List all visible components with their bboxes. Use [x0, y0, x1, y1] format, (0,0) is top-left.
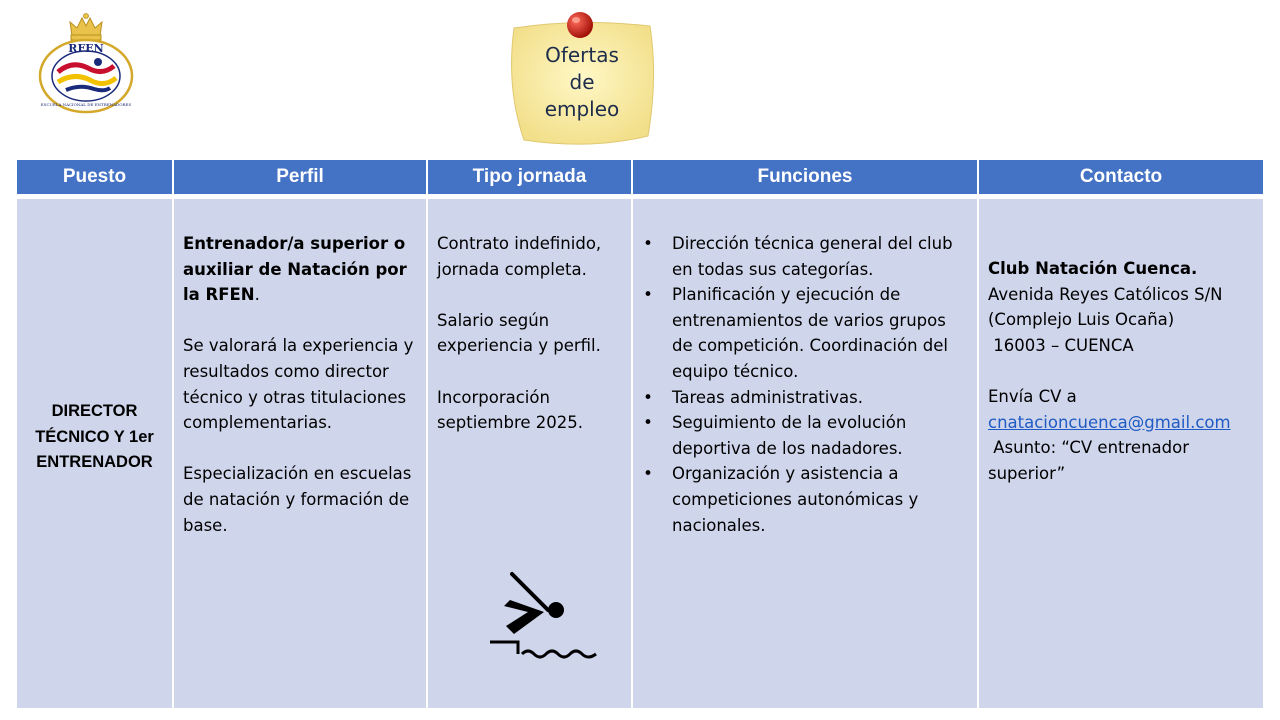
contacto-envia: Envía CV a: [988, 386, 1077, 406]
cell-perfil: [174, 199, 426, 708]
note-line-3: empleo: [544, 97, 620, 121]
puesto-line-3: ENTRENADOR: [36, 453, 153, 472]
cell-puesto: [17, 199, 172, 708]
contacto-club: Club Natación Cuenca.: [988, 259, 1198, 278]
list-item: • Organización y asistencia a competiciones autonómicas y nacionales.: [643, 464, 919, 535]
list-item: • Tareas administrativas.: [643, 387, 863, 407]
contacto-email-link[interactable]: cnatacioncuenca@gmail.com: [988, 412, 1231, 432]
contacto-address-2: (Complejo Luis Ocaña): [988, 310, 1175, 330]
funcion-text: Dirección técnica general del club en todas sus categorías.: [672, 234, 953, 279]
perfil-especializacion: Especialización en escuelas de natación y formación de base.: [183, 464, 412, 535]
jornada-incorporacion: Incorporación septiembre 2025.: [437, 387, 584, 433]
contacto-address-1: Avenida Reyes Católicos S/N: [988, 284, 1223, 304]
header-contacto: Contacto: [979, 160, 1263, 194]
rfen-logo: [36, 10, 136, 114]
ofertas-note: [500, 8, 660, 150]
puesto-line-1: DIRECTOR: [51, 402, 138, 420]
funcion-text: Planificación y ejecución de entrenamientos de varios grupos de competición. Coordinación del equipo técnico.: [672, 285, 948, 381]
note-line-1: Ofertas: [545, 43, 619, 67]
cell-funciones: [633, 199, 977, 708]
header-funciones: Funciones: [633, 160, 977, 194]
note-line-2: de: [569, 70, 595, 94]
crown-icon: [70, 14, 102, 41]
funcion-text: Organización y asistencia a competiciones autonómicas y nacionales.: [672, 464, 919, 535]
header-puesto: Puesto: [17, 160, 172, 194]
list-item: • Dirección técnica general del club en todas sus categorías.: [643, 234, 953, 279]
puesto-line-2: TÉCNICO Y 1er: [35, 427, 154, 446]
funcion-text: Tareas administrativas.: [672, 387, 863, 407]
header-perfil: Perfil: [174, 160, 426, 194]
perfil-titulacion-suffix: .: [254, 285, 260, 305]
cell-contacto: [979, 199, 1263, 708]
funciones-list: [641, 231, 968, 538]
list-item: • Planificación y ejecución de entrenamientos de varios grupos de competición. Coordinación del equipo técnico.: [643, 285, 948, 381]
perfil-experiencia: Se valorará la experiencia y resultados como director técnico y otras titulaciones complementarias.: [183, 336, 414, 433]
logo-ring-text: ESCUELA NACIONAL DE ENTRENADORES: [40, 102, 132, 107]
jornada-contrato: Contrato indefinido, jornada completa.: [437, 234, 602, 279]
contacto-address-3: 16003 – CUENCA: [988, 335, 1134, 355]
perfil-titulacion-bold: Entrenador/a superior o auxiliar de Natación por la RFEN: [183, 234, 407, 305]
logo-text: RFEN: [68, 42, 104, 55]
header-tipo-jornada: Tipo jornada: [428, 160, 631, 194]
diving-swimmer-icon: [470, 568, 600, 668]
funcion-text: Seguimiento de la evolución deportiva de los nadadores.: [672, 413, 907, 458]
jornada-salario: Salario según experiencia y perfil.: [437, 310, 601, 356]
perfil-titulacion: [183, 231, 417, 308]
job-offer-table: [17, 160, 1263, 708]
pushpin-icon: [567, 12, 593, 38]
list-item: • Seguimiento de la evolución deportiva de los nadadores.: [643, 413, 907, 458]
contacto-asunto: Asunto: “CV entrenador superior”: [988, 438, 1195, 483]
